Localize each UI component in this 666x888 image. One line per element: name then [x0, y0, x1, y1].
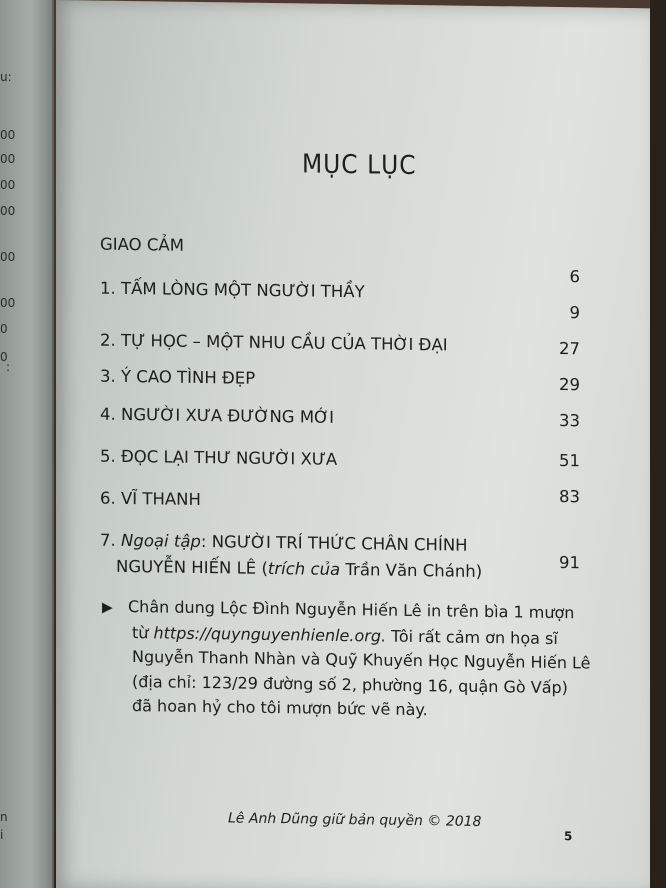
note-line: đã hoan hỷ cho tôi mượn bức vẽ này. — [132, 696, 428, 720]
previous-page-edge — [0, 0, 54, 888]
toc-entry — [100, 278, 580, 323]
background-edge — [650, 0, 666, 888]
toc-entry-number: 7. — [100, 530, 116, 550]
toc-entry-label-line2 — [116, 557, 482, 581]
toc-entry-page: 33 — [559, 411, 580, 431]
toc-entry-page: 51 — [559, 451, 580, 471]
toc-entry-label: 6. VĨ THANH — [100, 488, 201, 510]
left-page-fragment: u: — [0, 70, 12, 84]
toc-entry-page: 9 — [569, 303, 580, 323]
left-page-fragment: 0 — [0, 350, 8, 364]
note-line: Nguyễn Thanh Nhàn và Quỹ Khuyến Học Nguyễn Hiến Lê — [132, 647, 591, 673]
toc-entry — [100, 234, 580, 287]
left-page-fragment: n — [0, 810, 8, 824]
left-page-fragment: : — [6, 360, 11, 374]
page-number: 5 — [564, 829, 573, 844]
left-page-fragment: 00 — [0, 178, 16, 192]
note-line-text: Tôi rất cảm ơn họa sĩ — [386, 626, 558, 648]
toc-entry-label: 5. ĐỌC LẠI THƯ NGƯỜI XƯA — [100, 446, 338, 469]
left-page-fragment: 00 — [0, 204, 16, 218]
triangle-bullet-icon: ▶ — [102, 599, 113, 616]
toc-entry-page: 29 — [559, 375, 580, 395]
toc-entry-label: 4. NGƯỜI XƯA ĐƯỜNG MỚI — [100, 404, 334, 427]
toc-entry-label: GIAO CẢM — [100, 234, 184, 255]
left-page-fragment: 0 — [0, 322, 8, 336]
note-url: https://quynguyenhienle.org. — [153, 622, 387, 646]
toc-entry — [100, 366, 580, 395]
toc-entry-label: 1. TẤM LÒNG MỘT NGƯỜI THẦY — [100, 278, 365, 302]
toc-entry — [100, 530, 580, 581]
note-line: (địa chỉ: 123/29 đường số 2, phường 16, quận Gò Vấp) — [132, 671, 568, 697]
toc-entry-page: 91 — [559, 553, 580, 573]
table-of-contents — [100, 227, 580, 581]
toc-entry-author-a: NGUYỄN HIẾN LÊ ( — [116, 556, 268, 578]
left-page-fragment: 00 — [0, 152, 16, 166]
toc-entry — [100, 330, 580, 359]
toc-entry-author-b: Trần Văn Chánh) — [340, 559, 483, 581]
note-line-text: Chân dung Lộc Đình Nguyễn Hiến Lê in trên bìa 1 mượn — [128, 597, 575, 623]
left-page-fragment: 00 — [0, 128, 16, 142]
left-page-fragment: i — [0, 828, 4, 842]
note-line-text: từ — [132, 622, 154, 642]
portrait-credit-note — [102, 595, 592, 725]
left-page-fragment: 00 — [0, 250, 16, 264]
copyright-line: Lê Anh Dũng giữ bản quyền © 2018 — [228, 810, 482, 830]
toc-entry — [100, 404, 580, 431]
toc-entry-label: 2. TỰ HỌC – MỘT NHU CẦU CỦA THỜI ĐẠI — [100, 330, 448, 355]
toc-entry-italic: Ngoại tập — [121, 530, 201, 552]
toc-entry-label: 3. Ý CAO TÌNH ĐẸP — [100, 366, 256, 388]
toc-entry-label — [100, 531, 468, 555]
page-title: MỤC LỤC — [302, 149, 417, 182]
toc-entry-label-rest: : NGƯỜI TRÍ THỨC CHÂN CHÍNH — [200, 532, 468, 555]
book-page — [56, 0, 652, 888]
toc-entry-author-italic: trích của — [267, 558, 341, 579]
toc-entry-page: 27 — [559, 339, 580, 359]
toc-entry-page: 6 — [569, 267, 580, 287]
left-page-fragment: 00 — [0, 296, 16, 310]
toc-entry — [100, 487, 580, 510]
toc-entry — [100, 446, 580, 471]
toc-entry-page: 83 — [559, 487, 580, 507]
